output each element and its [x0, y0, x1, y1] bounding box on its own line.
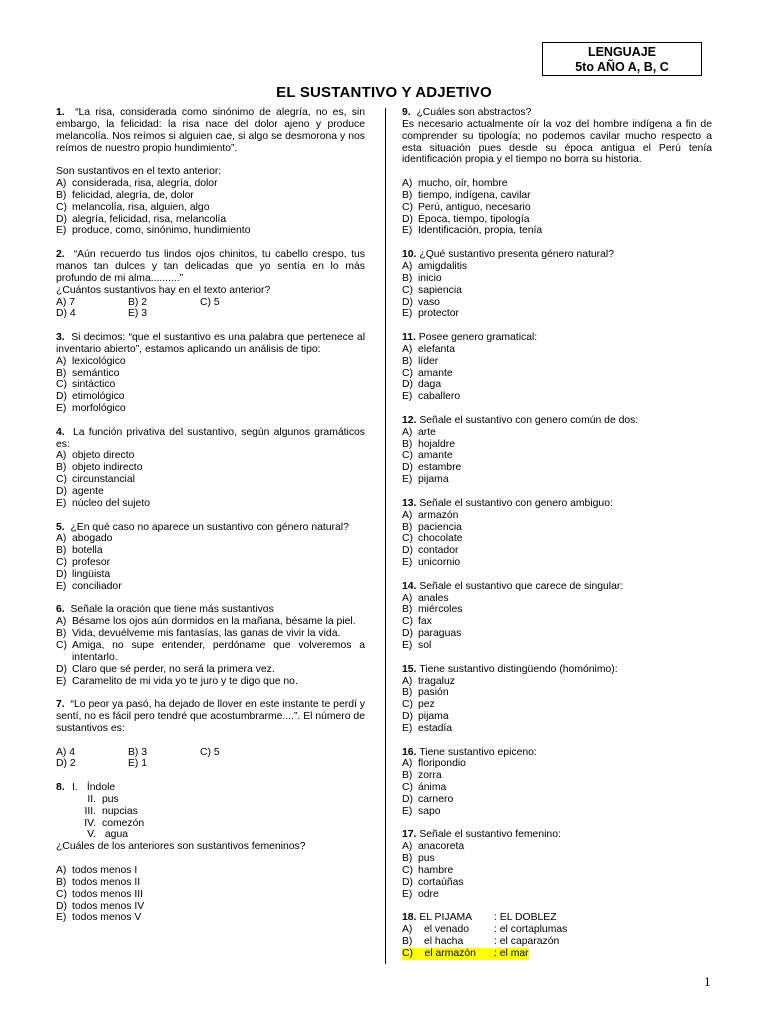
question-3 — [56, 332, 365, 415]
option-b[interactable]: B) pus — [402, 853, 435, 865]
option-b[interactable]: B) pasión — [402, 687, 449, 699]
page-number: 1 — [704, 974, 711, 989]
question-text: 17. Señale el sustantivo femenino: — [402, 829, 561, 841]
option-b[interactable]: B) 3 — [128, 746, 148, 758]
option-e[interactable]: E) 1 — [128, 758, 148, 770]
option-c[interactable]: C) chocolate — [402, 533, 463, 545]
question-text: 14. Señale el sustantivo que carece de singular: — [402, 580, 624, 592]
option-c-highlighted[interactable]: C) el armazón : el mar — [402, 947, 529, 959]
option-c[interactable]: C) Amiga, no supe entender, perdóname que volveremos a intentarlo. — [56, 639, 365, 663]
option-b[interactable]: B) objeto indirecto — [56, 462, 143, 474]
question-prompt: Son sustantivos en el texto anterior: — [56, 166, 222, 178]
option-e[interactable]: E) produce, como, sinónimo, hundimiento — [56, 225, 251, 237]
option-d[interactable]: D) cortaúñas — [402, 876, 464, 888]
roman-item: III. nupcias — [84, 805, 138, 817]
option-b[interactable]: B) zorra — [402, 770, 442, 782]
option-c[interactable]: C) sintáctico — [56, 379, 116, 391]
option-a[interactable]: A) 7 — [56, 296, 76, 308]
option-a[interactable]: A) anales — [402, 592, 449, 604]
roman-item: 8. I. Índole — [56, 782, 116, 794]
option-a[interactable]: A) lexicológico — [56, 355, 126, 367]
option-d[interactable]: D) vaso — [402, 296, 440, 308]
option-c[interactable]: C) melancolía, risa, alguien, algo — [56, 201, 210, 213]
question-text: 10. ¿Qué sustantivo presenta género natural? — [402, 249, 615, 261]
option-c[interactable]: C) amante — [402, 450, 453, 462]
option-c[interactable]: C) 5 — [200, 296, 220, 308]
option-d[interactable]: D) todos menos IV — [56, 900, 145, 912]
option-b[interactable]: B) Vida, devuélveme mis fantasías, las ganas de vivir la vida. — [56, 628, 341, 640]
option-e[interactable]: E) Identificación, propia, tenía — [402, 225, 543, 237]
option-d[interactable]: D) carnero — [402, 793, 454, 805]
option-a[interactable]: A) mucho, oír, hombre — [402, 178, 508, 190]
option-c[interactable]: C) sapiencia — [402, 284, 462, 296]
option-a[interactable]: A) el venado : el cortaplumas — [402, 924, 568, 936]
right-column — [402, 107, 712, 972]
question-text: 15. Tiene sustantivo distingüendo (homónimo): — [402, 663, 618, 675]
options-row — [56, 297, 365, 309]
options-row — [56, 747, 365, 759]
option-c[interactable]: C) ánima — [402, 782, 447, 794]
option-a[interactable]: A) amigdalitis — [402, 260, 468, 272]
option-d[interactable]: D) paraguas — [402, 628, 462, 640]
option-c[interactable]: C) amante — [402, 367, 453, 379]
question-14 — [402, 581, 712, 652]
course-header-box — [542, 42, 702, 76]
course-subject: LENGUAJE — [587, 45, 657, 59]
question-5 — [56, 522, 365, 593]
question-4 — [56, 427, 365, 510]
option-a[interactable]: A) anacoreta — [402, 841, 465, 853]
option-e[interactable]: E) núcleo del sujeto — [56, 497, 150, 509]
option-d[interactable]: D) Claro que sé perder, no será la primera vez. — [56, 663, 275, 675]
option-a[interactable]: A) arte — [402, 426, 436, 438]
question-8 — [56, 782, 365, 924]
option-e[interactable]: E) unicornio — [402, 557, 461, 569]
option-d[interactable]: D) daga — [402, 379, 442, 391]
roman-list — [56, 794, 365, 841]
column-divider — [385, 108, 386, 964]
option-b[interactable]: B) líder — [402, 355, 439, 367]
question-12 — [402, 415, 712, 486]
question-7 — [56, 699, 365, 770]
question-text: 9. ¿Cuáles son abstractos? — [402, 107, 532, 118]
roman-item: V. agua — [87, 829, 129, 841]
option-b[interactable]: B) miércoles — [402, 604, 463, 616]
option-e[interactable]: E) Caramelito de mi vida yo te juro y te digo que no. — [56, 675, 298, 687]
question-9 — [402, 107, 712, 237]
option-a[interactable]: A) Bésame los ojos aún dormidos en la mañana, bésame la piel. — [56, 616, 356, 628]
option-a[interactable]: A) armazón — [402, 509, 459, 521]
option-d[interactable]: D) Época, tiempo, tipología — [402, 213, 530, 225]
option-a[interactable]: A) todos menos I — [56, 865, 138, 876]
option-a[interactable]: A) objeto directo — [56, 450, 135, 462]
options-row — [56, 758, 365, 770]
option-a[interactable]: A) 4 — [56, 746, 76, 758]
question-prompt: ¿Cuáles de los anteriores son sustantivos femeninos? — [56, 841, 306, 853]
question-text: 1. “La risa, considerada como sinónimo de alegría, no es, sin embargo, la felicidad: la risa nace del dolor ajeno y produce melancolía. Nos reímos si alguien cae, si algo se desmorona y nos reímos de nuestro propio hundimiento”. — [56, 107, 365, 154]
question-16 — [402, 747, 712, 818]
analogy-header: 18. EL PIJAMA : EL DOBLEZ — [402, 912, 557, 924]
question-10 — [402, 249, 712, 320]
option-b[interactable]: B) el hacha : el caparazón — [402, 936, 560, 948]
option-e[interactable]: E) sapo — [402, 805, 441, 817]
option-d[interactable]: D) 2 — [56, 758, 76, 770]
question-text: 3. Si decimos: “que el sustantivo es una palabra que pertenece al inventario abierto”, estamos aplicando un análisis de tipo: — [56, 332, 365, 355]
option-c[interactable]: C) circunstancial — [56, 474, 135, 486]
option-e[interactable]: E) morfológico — [56, 403, 126, 415]
option-d[interactable]: D) agente — [56, 486, 104, 497]
option-d[interactable]: D) alegría, felicidad, risa, melancolía — [56, 213, 227, 225]
option-b[interactable]: B) hojaldre — [402, 438, 455, 450]
question-text: 13. Señale el sustantivo con genero ambiguo: — [402, 497, 613, 509]
option-b[interactable]: B) botella — [56, 545, 103, 557]
option-a[interactable]: A) elefanta — [402, 343, 455, 355]
question-text: 6. Señale la oración que tiene más sustantivos — [56, 604, 274, 616]
question-text: 11. Posee genero gramatical: — [402, 332, 538, 344]
question-15 — [402, 664, 712, 735]
option-b[interactable]: B) felicidad, alegría, de, dolor — [56, 189, 194, 201]
option-c[interactable]: C) todos menos III — [56, 888, 144, 900]
option-d[interactable]: D) 4 — [56, 308, 76, 320]
question-17 — [402, 829, 712, 900]
option-c[interactable]: C) hambre — [402, 865, 454, 876]
question-18 — [402, 912, 712, 959]
question-text: 16. Tiene sustantivo epiceno: — [402, 746, 537, 758]
option-e[interactable]: E) odre — [402, 888, 439, 900]
option-a[interactable]: A) considerada, risa, alegría, dolor — [56, 178, 218, 190]
option-b[interactable]: B) semántico — [56, 367, 120, 379]
option-e[interactable]: E) protector — [402, 308, 460, 320]
option-d[interactable]: D) pijama — [402, 711, 449, 723]
option-d[interactable]: D) contador — [402, 545, 459, 557]
left-column — [56, 107, 365, 936]
option-c[interactable]: C) profesor — [56, 557, 111, 569]
roman-item: II. pus — [87, 793, 119, 805]
roman-item: IV. comezón — [84, 817, 145, 829]
option-b[interactable]: B) paciencia — [402, 521, 462, 533]
question-prompt: ¿Cuántos sustantivos hay en el texto anterior? — [56, 284, 271, 296]
option-c[interactable]: C) pez — [402, 699, 435, 711]
question-text: 7. “Lo peor ya pasó, ha dejado de llover en este instante te perdí y sentí, no es fácil pero tendré que acostumbrarme....”. El número de sustantivos es: — [56, 699, 365, 734]
option-c[interactable]: C) Perú, antiguo, necesario — [402, 201, 531, 213]
question-1 — [56, 107, 365, 237]
options-row — [56, 308, 365, 320]
option-b[interactable]: B) inicio — [402, 272, 442, 284]
question-13 — [402, 498, 712, 569]
option-c[interactable]: C) fax — [402, 616, 432, 628]
option-d[interactable]: D) estambre — [402, 462, 462, 474]
option-b[interactable]: B) 2 — [128, 296, 148, 308]
option-a[interactable]: A) tragaluz — [402, 675, 455, 687]
option-e[interactable]: E) estadía — [402, 722, 453, 734]
option-e[interactable]: E) 3 — [128, 308, 148, 320]
option-b[interactable]: B) tiempo, indígena, cavilar — [402, 189, 531, 201]
option-e[interactable]: E) sol — [402, 639, 432, 651]
question-text: 4. La función privativa del sustantivo, según algunos gramáticos es: — [56, 426, 365, 450]
course-grade: 5to AÑO A, B, C — [575, 60, 669, 74]
page-title: EL SUSTANTIVO Y ADJETIVO — [276, 84, 492, 101]
question-text: 5. ¿En qué caso no aparece un sustantivo con género natural? — [56, 521, 349, 533]
question-passage: Es necesario actualmente oír la voz del hombre indígena a fin de comprender su tipología; no podemos cavilar mucho respecto a esta situación pues desde su época antigua el Perú tenía identificación propia y el tiempo no borra su historia. — [402, 118, 712, 166]
option-b[interactable]: B) todos menos II — [56, 876, 141, 888]
question-11 — [402, 332, 712, 403]
question-text: 2. “Aún recuerdo tus lindos ojos chinitos, tu cabello crespo, tus manos tan dulces y tan delicadas que yo sentía en lo más profundo de mi alma..........” — [56, 249, 365, 284]
option-a[interactable]: A) abogado — [56, 533, 113, 545]
question-text: 12. Señale el sustantivo con genero común de dos: — [402, 414, 639, 426]
option-e[interactable]: E) conciliador — [56, 580, 122, 592]
option-d[interactable]: D) lingüista — [56, 568, 111, 580]
option-e[interactable]: E) pijama — [402, 474, 449, 486]
option-a[interactable]: A) floripondio — [402, 758, 466, 770]
option-e[interactable]: E) todos menos V — [56, 912, 142, 924]
question-6 — [56, 604, 365, 687]
option-d[interactable]: D) etimológico — [56, 391, 125, 403]
option-e[interactable]: E) caballero — [402, 391, 461, 403]
question-2 — [56, 249, 365, 320]
option-c[interactable]: C) 5 — [200, 746, 220, 758]
